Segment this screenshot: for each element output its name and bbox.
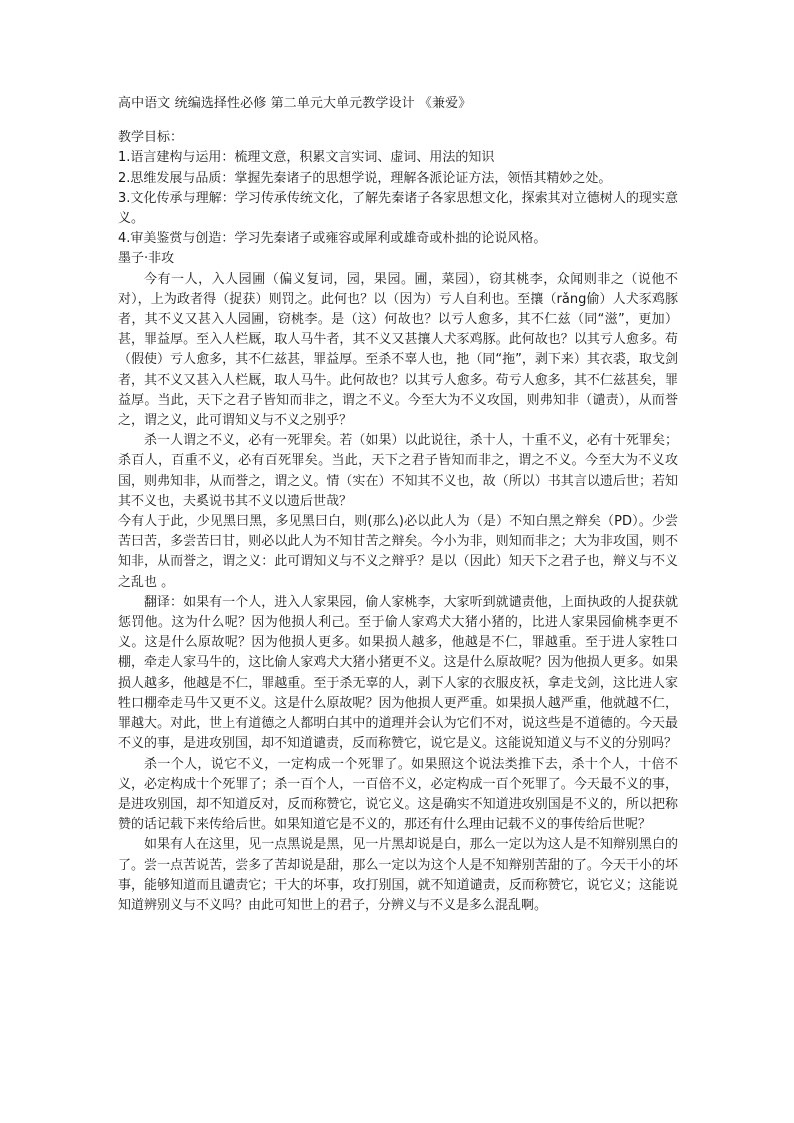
objectives-heading: 教学目标： xyxy=(118,130,184,146)
translation-paragraph: 如果有人在这里，见一点黑说是黑，见一片黑却说是白，那么一定以为这人是不知辩别黑白的了。尝一点苦说苦，尝多了苦却说是甜，那么一定以为这个人是不知辩别苦甜的了。今天干小的坏事，能够知道而且谴责它；干大的坏事，攻打别国，就不知道谴责，反而称赞它，说它义；这能说知道辨别义与不义吗？由此可知世上的君子，分辨义与不义是多么混乱啊。 xyxy=(118,837,678,913)
objective-item: 4.审美鉴赏与创造：学习先秦诸子或雍容或犀利或雄奇或朴拙的论说风格。 xyxy=(118,231,547,247)
translation-paragraph: 翻译：如果有一个人，进入人家果园，偷人家桃李，大家听到就谴责他，上面执政的人捉获就惩罚他。这为什么呢？因为他损人利己。至于偷人家鸡犬大猪小猪的，比进人家果园偷桃李更不义。这是什么原故呢？因为他损人更多。如果损人越多，他越是不仁，罪越重。至于进人家牲口棚，牵走人家马牛的，这比偷人家鸡犬大猪小猪更不义。这是什么原故呢？因为他损人更多。如果损人越多，他越是不仁，罪越重。至于杀无辜的人，剥下人家的衣服皮袄，拿走戈剑，这比进人家牲口棚牵走马牛又更不义。这是什么原故呢？因为他损人更严重。如果损人越严重，他就越不仁，罪越大。对此，世上有道德之人都明白其中的道理并会认为它们不对，说这些是不道德的。今天最不义的事，是进攻别国，却不知道谴责，反而称赞它，说它是义。这能说知道义与不义的分别吗？ xyxy=(118,594,678,752)
objective-item: 3.文化传承与理解：学习传承传统文化，了解先秦诸子各家思想文化，探索其对立德树人的现实意义。 xyxy=(118,190,678,227)
objective-item: 1.语言建构与运用：梳理文意，积累文言实词、虚词、用法的知识 xyxy=(118,150,495,166)
original-paragraph: 今有人于此，少见黑曰黑，多见黑曰白，则(那么)必以此人为（是）不知白黑之辩矣（PD）。少尝苦曰苦，多尝苦曰甘，则必以此人为不知甘苦之辩矣。今小为非，则知而非之；大为非攻国，则不知非，从而誉之，谓之义：此可谓知义与不义之辩乎？是以（因此）知天下之君子也，辩义与不义之乱也 。 xyxy=(118,514,678,590)
translation-paragraph: 杀一个人，说它不义，一定构成一个死罪了。如果照这个说法类推下去，杀十个人，十倍不义，必定构成十个死罪了；杀一百个人，一百倍不义，必定构成一百个死罪了。今天最不义的事，是进攻别国，却不知道反对，反而称赞它，说它义。这是确实不知道进攻别国是不义的，所以把称赞的话记载下来传给后世。如果知道它是不义的，那还有什么理由记载不义的事传给后世呢？ xyxy=(118,756,678,833)
document-title: 高中语文 统编选择性必修 第二单元大单元教学设计 《兼爱》 xyxy=(118,96,472,111)
original-paragraph: 杀一人谓之不义，必有一死罪矣。若（如果）以此说往，杀十人，十重不义，必有十死罪矣；杀百人，百重不义，必有百死罪矣。当此，天下之君子皆知而非之，谓之不义。今至大为不义攻国，则弗知非，从而誉之，谓之义。情（实在）不知其不义也，故（所以）书其言以遗后世；若知其不义也，夫奚说书其不义以遗后世哉？ xyxy=(118,433,678,509)
section-title: 墨子·非攻 xyxy=(118,251,175,267)
original-paragraph: 今有一人，入人园圃（偏义复词，园，果园。圃，菜园），窃其桃李，众闻则非之（说他不对），上为政者得（捉获）则罚之。此何也？以（因为）亏人自利也。至攘（rǎng偷）人犬豕鸡豚者，其不义又甚入人园圃，窃桃李。是（这）何故也？以亏人愈多，其不仁兹（同“滋”，更加）甚，罪益厚。至入人栏厩，取人马牛者，其不义又甚攘人犬豕鸡豚。此何故也？以其亏人愈多。苟（假使）亏人愈多，其不仁兹甚，罪益厚。至杀不辜人也，扡（同“拖”，剥下来）其衣裘，取戈剑者，其不义又甚入人栏厩，取人马牛。此何故也？以其亏人愈多。苟亏人愈多，其不仁兹甚矣，罪益厚。当此，天下之君子皆知而非之，谓之不义。今至大为不义攻国，则弗知非（谴责），从而誉之，谓之义，此可谓知义与不义之别乎？ xyxy=(118,271,678,429)
document-body xyxy=(118,94,678,916)
objective-item: 2.思维发展与品质：掌握先秦诸子的思想学说，理解各派论证方法，领悟其精妙之处。 xyxy=(118,170,612,186)
